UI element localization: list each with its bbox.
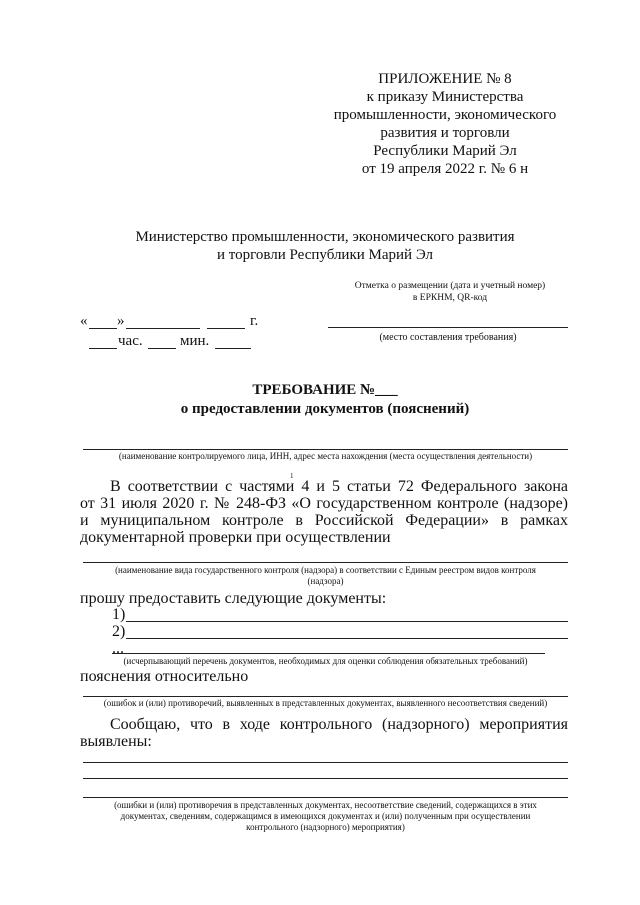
item-2-label: 2) bbox=[112, 623, 126, 640]
item-1-label: 1) bbox=[112, 606, 126, 623]
final-caption-line2: документах, сведениям, содержащимся в имеющихся документах и (или) полученным при осуществлении bbox=[120, 811, 531, 821]
findings-blank-3[interactable] bbox=[83, 797, 568, 798]
item-more-blank[interactable] bbox=[112, 653, 545, 654]
control-type-blank[interactable] bbox=[83, 562, 568, 563]
day-blank[interactable] bbox=[89, 328, 117, 329]
explanations-text: пояснения относительно bbox=[80, 668, 249, 685]
ministry-name-line1: Министерство промышленности, экономического развития bbox=[135, 229, 515, 245]
footnote-mark: 1 bbox=[290, 472, 294, 480]
paragraph-legal-basis bbox=[80, 478, 568, 546]
controlled-person-blank[interactable] bbox=[83, 449, 568, 450]
control-type-caption-line1: (наименование вида государственного контроля (надзора) в соответствии с Единым реестром видов контроля bbox=[115, 565, 536, 575]
place-caption: (место составления требования) bbox=[379, 332, 517, 343]
document-title bbox=[80, 381, 570, 419]
controlled-person-caption: (наименование контролируемого лица, ИНН, адрес места нахождения (места осуществления деятельности) bbox=[118, 451, 533, 461]
explanations-blank[interactable] bbox=[83, 696, 568, 697]
findings-blank-2[interactable] bbox=[83, 778, 568, 779]
request-text: прошу предоставить следующие документы: bbox=[80, 590, 387, 607]
paragraph-findings-line1: Сообщаю, что в ходе контрольного (надзорного) мероприятия bbox=[110, 716, 568, 733]
place-blank[interactable] bbox=[328, 327, 568, 328]
ministry-name-line2: и торговли Республики Марий Эл bbox=[216, 247, 434, 263]
document-title-subject: о предоставлении документов (пояснений) bbox=[180, 401, 470, 417]
paragraph-legal-basis-line3: и муниципальном контроле в Российской Федерации» в рамках bbox=[80, 512, 568, 529]
month-blank[interactable] bbox=[126, 328, 200, 329]
minute-blank-2[interactable] bbox=[215, 348, 251, 349]
date-quote-close: » bbox=[117, 313, 125, 329]
control-type-caption-line2: (надзора) bbox=[307, 576, 344, 586]
hour-blank[interactable] bbox=[89, 348, 117, 349]
document-title-number: ТРЕБОВАНИЕ №___ bbox=[252, 382, 398, 398]
hour-label: час. bbox=[118, 333, 143, 349]
appendix-ministry-2: развития и торговли bbox=[380, 125, 510, 141]
final-caption-line3: контрольного (надзорного) мероприятия) bbox=[246, 822, 405, 832]
paragraph-legal-basis-line1: В соответствии с частями 4 и 5 статьи 72 Федерального закона bbox=[110, 478, 568, 495]
paragraph-findings bbox=[80, 716, 568, 750]
final-caption bbox=[83, 800, 568, 833]
item-2-blank[interactable] bbox=[126, 638, 568, 639]
item-1-blank[interactable] bbox=[126, 621, 568, 622]
date-quote-open: « bbox=[80, 313, 88, 329]
paragraph-findings-line2: выявлены: bbox=[80, 733, 152, 750]
erknm-mark bbox=[330, 280, 570, 304]
final-caption-line1: (ошибки и (или) противоречия в представленных документах, несоответствие сведений, содержащихся в этих bbox=[114, 800, 537, 810]
appendix-ministry-1: промышленности, экономического bbox=[333, 107, 557, 123]
appendix-republic: Республики Марий Эл bbox=[373, 143, 517, 159]
minute-blank[interactable] bbox=[148, 348, 176, 349]
appendix-order-ref: к приказу Министерства bbox=[366, 89, 524, 105]
paragraph-legal-basis-line4: документарной проверки при осуществлении bbox=[80, 529, 391, 546]
item-more-label: ... bbox=[112, 640, 124, 657]
year-blank[interactable] bbox=[207, 328, 245, 329]
paragraph-legal-basis-line2: от 31 июля 2020 г. № 248-ФЗ «О государственном контроле (надзоре) bbox=[80, 495, 568, 512]
appendix-date: от 19 апреля 2022 г. № 6 н bbox=[361, 161, 529, 177]
control-type-caption bbox=[83, 565, 568, 587]
appendix-title: ПРИЛОЖЕНИЕ № 8 bbox=[378, 71, 512, 87]
appendix-header bbox=[330, 70, 560, 178]
erknm-mark-line2: в ЕРКНМ, QR-код bbox=[412, 293, 488, 303]
year-label: г. bbox=[250, 313, 259, 329]
errors-caption: (ошибок и (или) противоречий, выявленных в представленных документах, выявленного несоответствия сведений) bbox=[103, 698, 548, 708]
erknm-mark-line1: Отметка о размещении (дата и учетный номер) bbox=[354, 281, 546, 291]
documents-caption: (исчерпывающий перечень документов, необходимых для оценки соблюдения обязательных требований) bbox=[123, 656, 528, 666]
ministry-name bbox=[80, 228, 570, 264]
minute-label: мин. bbox=[180, 333, 210, 349]
findings-blank-1[interactable] bbox=[83, 762, 568, 763]
